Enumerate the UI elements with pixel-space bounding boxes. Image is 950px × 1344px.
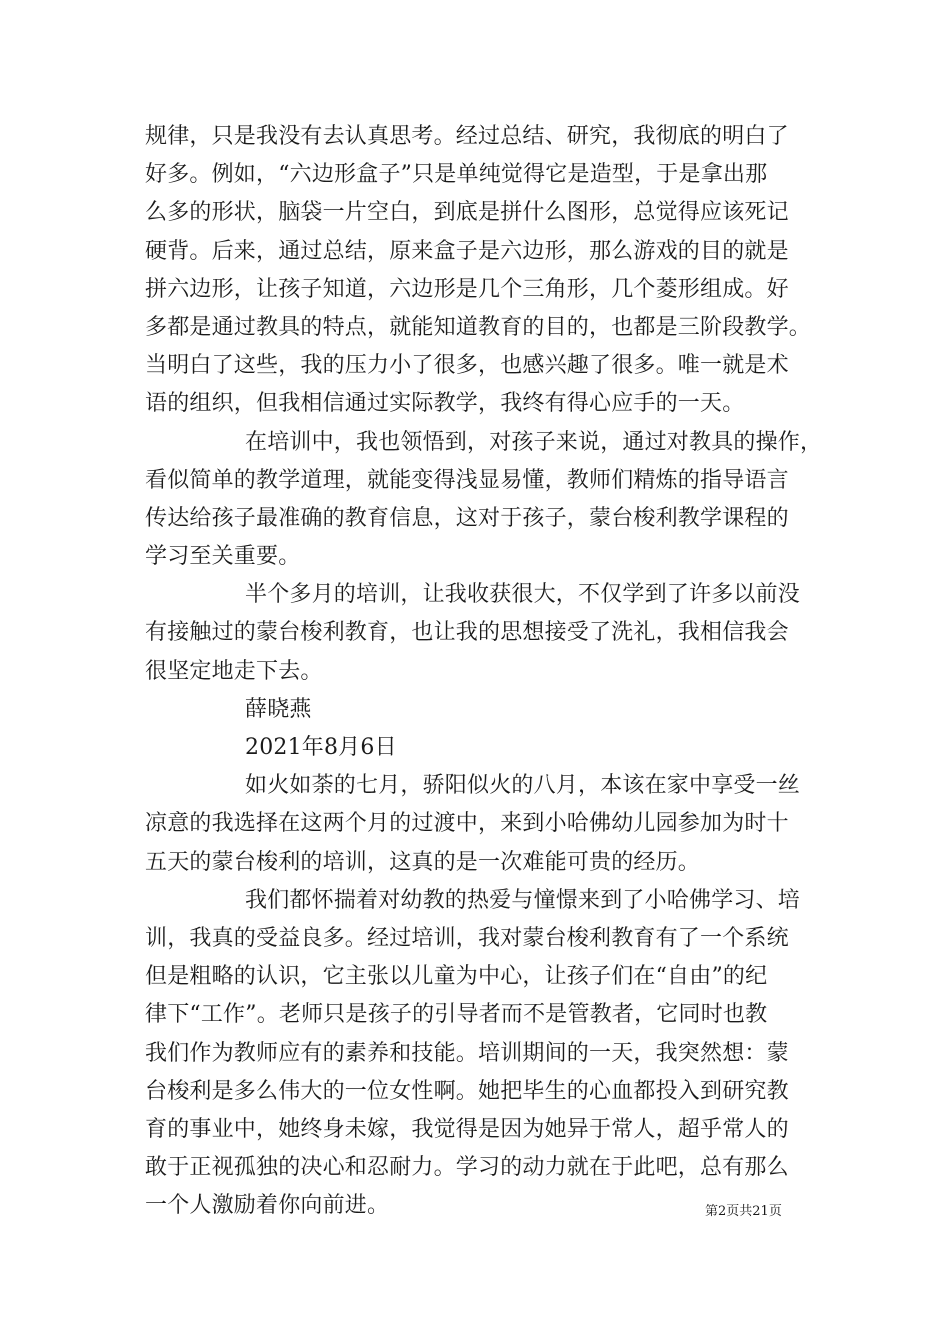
text-line: 学习至关重要。 <box>145 544 301 570</box>
text-line: 一个人激励着你向前进。 <box>145 1193 390 1219</box>
text-line: 看似简单的教学道理，就能变得浅显易懂，教师们精炼的指导语言 <box>145 467 789 493</box>
text-line: 凉意的我选择在这两个月的过渡中，来到小哈佛幼儿园参加为时十 <box>145 811 789 837</box>
text-line: 语的组织，但我相信通过实际教学，我终有得心应手的一天。 <box>145 391 745 417</box>
text-line: 多都是通过教具的特点，就能知道教育的目的，也都是三阶段教学。 <box>145 314 812 340</box>
text-line: 有接触过的蒙台梭利教育，也让我的思想接受了洗礼，我相信我会 <box>145 620 789 646</box>
text-line: 很坚定地走下去。 <box>145 658 323 684</box>
text-line: 么多的形状，脑袋一片空白，到底是拼什么图形，总觉得应该死记 <box>145 200 789 226</box>
paragraph-start-line: 我们都怀揣着对幼教的热爱与憧憬来到了小哈佛学习、培 <box>245 887 801 913</box>
paragraph-start-line: 如火如荼的七月，骄阳似火的八月，本该在家中享受一丝 <box>245 773 801 799</box>
text-line: 台梭利是多么伟大的一位女性啊。她把毕生的心血都投入到研究教 <box>145 1078 789 1104</box>
text-line: 律下“工作”。老师只是孩子的引导者而不是管教者，它同时也教 <box>145 1002 768 1028</box>
text-line: 当明白了这些，我的压力小了很多，也感兴趣了很多。唯一就是术 <box>145 353 789 379</box>
text-line: 但是粗略的认识，它主张以儿童为中心，让孩子们在“自由”的纪 <box>145 964 768 990</box>
text-line: 好多。例如，“六边形盒子”只是单纯觉得它是造型，于是拿出那 <box>145 162 768 188</box>
text-line: 训，我真的受益良多。经过培训，我对蒙台梭利教育有了一个系统 <box>145 925 789 951</box>
text-line: 规律，只是我没有去认真思考。经过总结、研究，我彻底的明白了 <box>145 124 789 149</box>
document-date: 2021年8月6日 <box>245 735 397 760</box>
text-line: 我们作为教师应有的素养和技能。培训期间的一天，我突然想：蒙 <box>145 1040 789 1066</box>
text-line: 硬背。后来，通过总结，原来盒子是六边形，那么游戏的目的就是 <box>145 238 789 264</box>
paragraph-start-line: 在培训中，我也领悟到，对孩子来说，通过对教具的操作， <box>245 429 823 455</box>
paragraph-start-line: 半个多月的培训，让我收获很大，不仅学到了许多以前没 <box>245 582 801 608</box>
author-name: 薛晓燕 <box>245 696 312 722</box>
document-body <box>145 118 823 1225</box>
text-line: 拼六边形，让孩子知道，六边形是几个三角形，几个菱形组成。好 <box>145 276 789 302</box>
text-line: 育的事业中，她终身未嫁，我觉得是因为她异于常人，超乎常人的 <box>145 1116 789 1142</box>
text-line: 五天的蒙台梭利的培训，这真的是一次难能可贵的经历。 <box>145 849 701 875</box>
text-line: 传达给孩子最准确的教育信息，这对于孩子，蒙台梭利教学课程的 <box>145 505 789 531</box>
page-number-footer: 第2页共21页 <box>705 1204 782 1219</box>
text-line: 敢于正视孤独的决心和忍耐力。学习的动力就在于此吧，总有那么 <box>145 1155 789 1181</box>
